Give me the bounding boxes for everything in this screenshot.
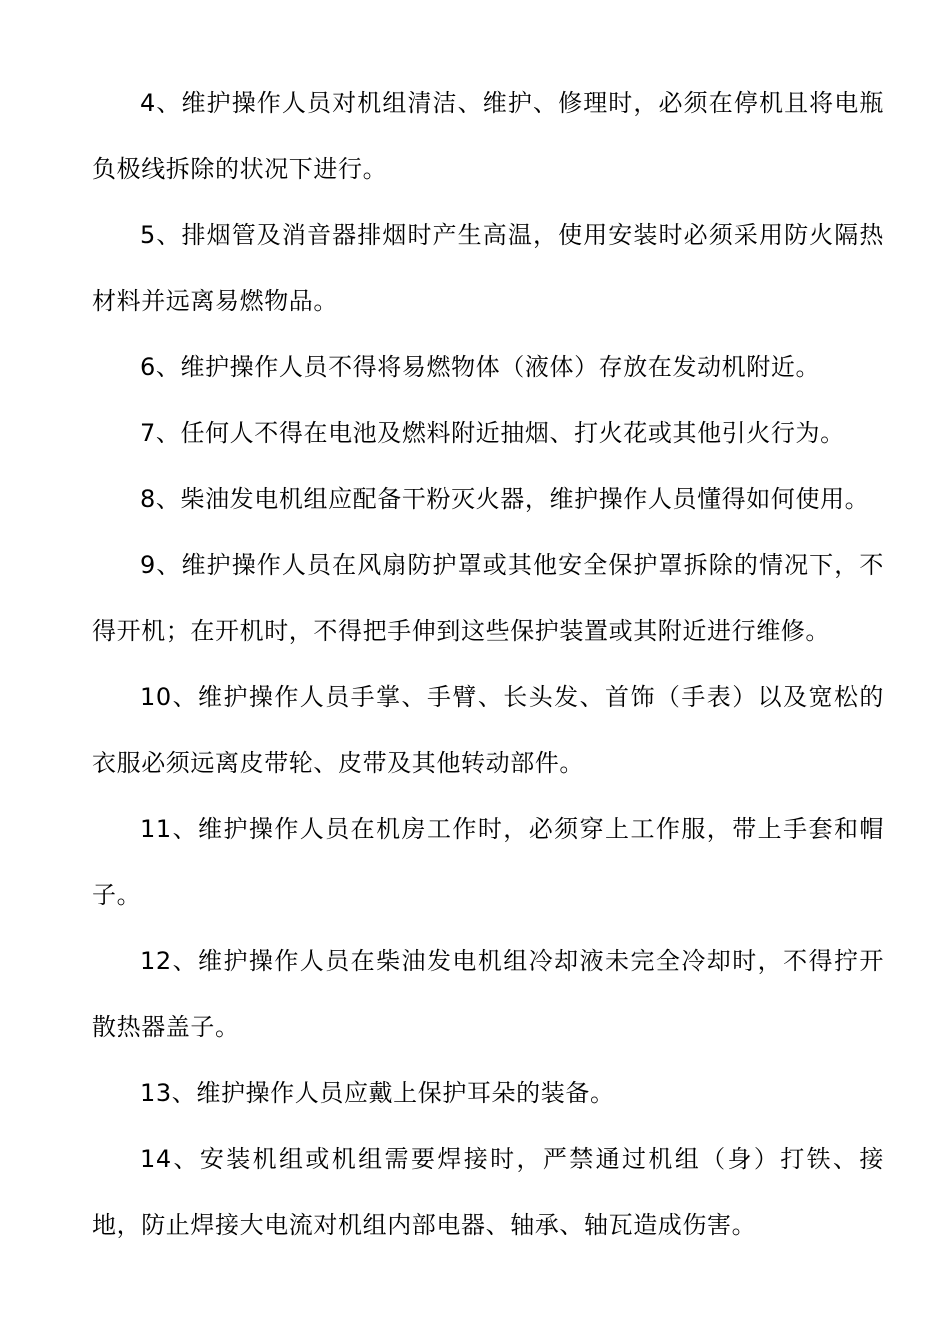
- paragraph-item-7: 7、任何人不得在电池及燃料附近抽烟、打火花或其他引火行为。: [140, 419, 845, 447]
- paragraph-item-4: 4、维护操作人员对机组清洁、维护、修理时，必须在停机且将电瓶负极线拆除的状况下进行。: [92, 89, 884, 183]
- paragraph-item-6: 6、维护操作人员不得将易燃物体（液体）存放在发动机附近。: [140, 353, 821, 381]
- paragraph-item-9: 9、维护操作人员在风扇防护罩或其他安全保护罩拆除的情况下，不得开机；在开机时，不得把手伸到这些保护装置或其附近进行维修。: [92, 551, 884, 645]
- paragraph-item-8: 8、柴油发电机组应配备干粉灭火器，维护操作人员懂得如何使用。: [140, 485, 870, 513]
- paragraph-item-11: 11、维护操作人员在机房工作时，必须穿上工作服，带上手套和帽子。: [92, 815, 884, 909]
- paragraph-item-13: 13、维护操作人员应戴上保护耳朵的装备。: [140, 1079, 615, 1107]
- paragraph-item-12: 12、维护操作人员在柴油发电机组冷却液未完全冷却时，不得拧开散热器盖子。: [92, 947, 884, 1041]
- document-body: [92, 70, 884, 1258]
- paragraph-item-14: 14、安装机组或机组需要焊接时，严禁通过机组（身）打铁、接地，防止焊接大电流对机组内部电器、轴承、轴瓦造成伤害。: [92, 1145, 884, 1239]
- paragraph-item-5: 5、排烟管及消音器排烟时产生高温，使用安装时必须采用防火隔热材料并远离易燃物品。: [92, 221, 884, 315]
- paragraph-item-10: 10、维护操作人员手掌、手臂、长头发、首饰（手表）以及宽松的衣服必须远离皮带轮、皮带及其他转动部件。: [92, 683, 884, 777]
